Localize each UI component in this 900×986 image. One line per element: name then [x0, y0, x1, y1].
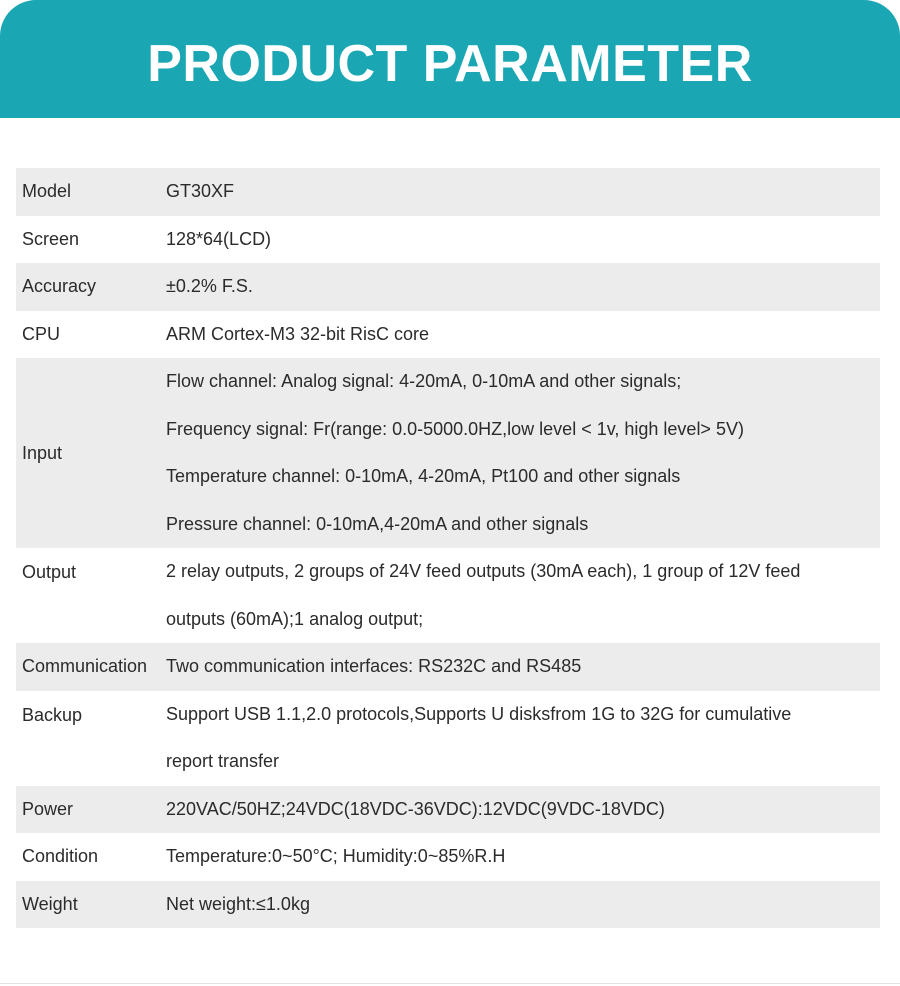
- row-value: outputs (60mA);1 analog output;: [166, 608, 424, 629]
- table-row-input: [16, 358, 880, 548]
- parameter-table: [16, 168, 880, 928]
- row-value: Flow channel: Analog signal: 4-20mA, 0-10mA and other signals;: [166, 371, 682, 391]
- table-row-condition: [16, 833, 880, 881]
- row-values: [166, 168, 880, 216]
- header-banner: [0, 0, 900, 118]
- row-label: Power: [22, 798, 74, 819]
- row-label: Accuracy: [22, 276, 97, 297]
- table-row-communication: [16, 643, 880, 691]
- row-label: Condition: [22, 846, 99, 867]
- row-label: Communication: [22, 656, 148, 677]
- row-values: [166, 833, 880, 881]
- table-row-model: [16, 168, 880, 216]
- row-value: 128*64(LCD): [166, 228, 272, 249]
- row-value: Temperature:0~50°C; Humidity:0~85%R.H: [166, 846, 506, 866]
- row-label: Screen: [22, 228, 80, 249]
- table-row-cpu: [16, 311, 880, 359]
- row-values: [166, 786, 880, 834]
- row-value: Frequency signal: Fr(range: 0.0-5000.0HZ,low level < 1v, high level> 5V): [166, 418, 744, 439]
- row-values: [166, 311, 880, 359]
- page-title: PRODUCT PARAMETER: [147, 35, 753, 93]
- row-value: Net weight:≤1.0kg: [166, 893, 310, 914]
- row-values: [166, 548, 880, 643]
- row-values: [166, 643, 880, 691]
- row-label: CPU: [22, 323, 61, 344]
- row-values: [166, 881, 880, 929]
- table-row-screen: [16, 216, 880, 264]
- row-label: Backup: [22, 704, 83, 725]
- row-value: Temperature channel: 0-10mA, 4-20mA, Pt100 and other signals: [166, 466, 681, 486]
- table-row-weight: [16, 881, 880, 929]
- row-values: [166, 691, 880, 786]
- row-values: [166, 216, 880, 264]
- table-row-backup: [16, 691, 880, 786]
- row-value: Support USB 1.1,2.0 protocols,Supports U disksfrom 1G to 32G for cumulative: [166, 703, 792, 724]
- row-label: Weight: [22, 893, 78, 914]
- row-value: 220VAC/50HZ;24VDC(18VDC-36VDC):12VDC(9VDC-18VDC): [166, 798, 665, 819]
- table-row-power: [16, 786, 880, 834]
- row-label: Input: [22, 442, 63, 463]
- row-values: [166, 263, 880, 311]
- row-value: 2 relay outputs, 2 groups of 24V feed outputs (30mA each), 1 group of 12V feed: [166, 561, 801, 581]
- table-row-output: [16, 548, 880, 643]
- row-values: [166, 358, 880, 548]
- row-value: GT30XF: [166, 181, 235, 201]
- row-value: ARM Cortex-M3 32-bit RisC core: [166, 323, 430, 344]
- bottom-divider: [0, 983, 900, 984]
- row-value: Pressure channel: 0-10mA,4-20mA and other signals: [166, 513, 589, 534]
- row-value: Two communication interfaces: RS232C and RS485: [166, 656, 582, 676]
- row-value: ±0.2% F.S.: [166, 276, 253, 296]
- table-row-accuracy: [16, 263, 880, 311]
- row-value: report transfer: [166, 751, 280, 771]
- row-label: Model: [22, 181, 72, 202]
- row-label: Output: [22, 562, 77, 582]
